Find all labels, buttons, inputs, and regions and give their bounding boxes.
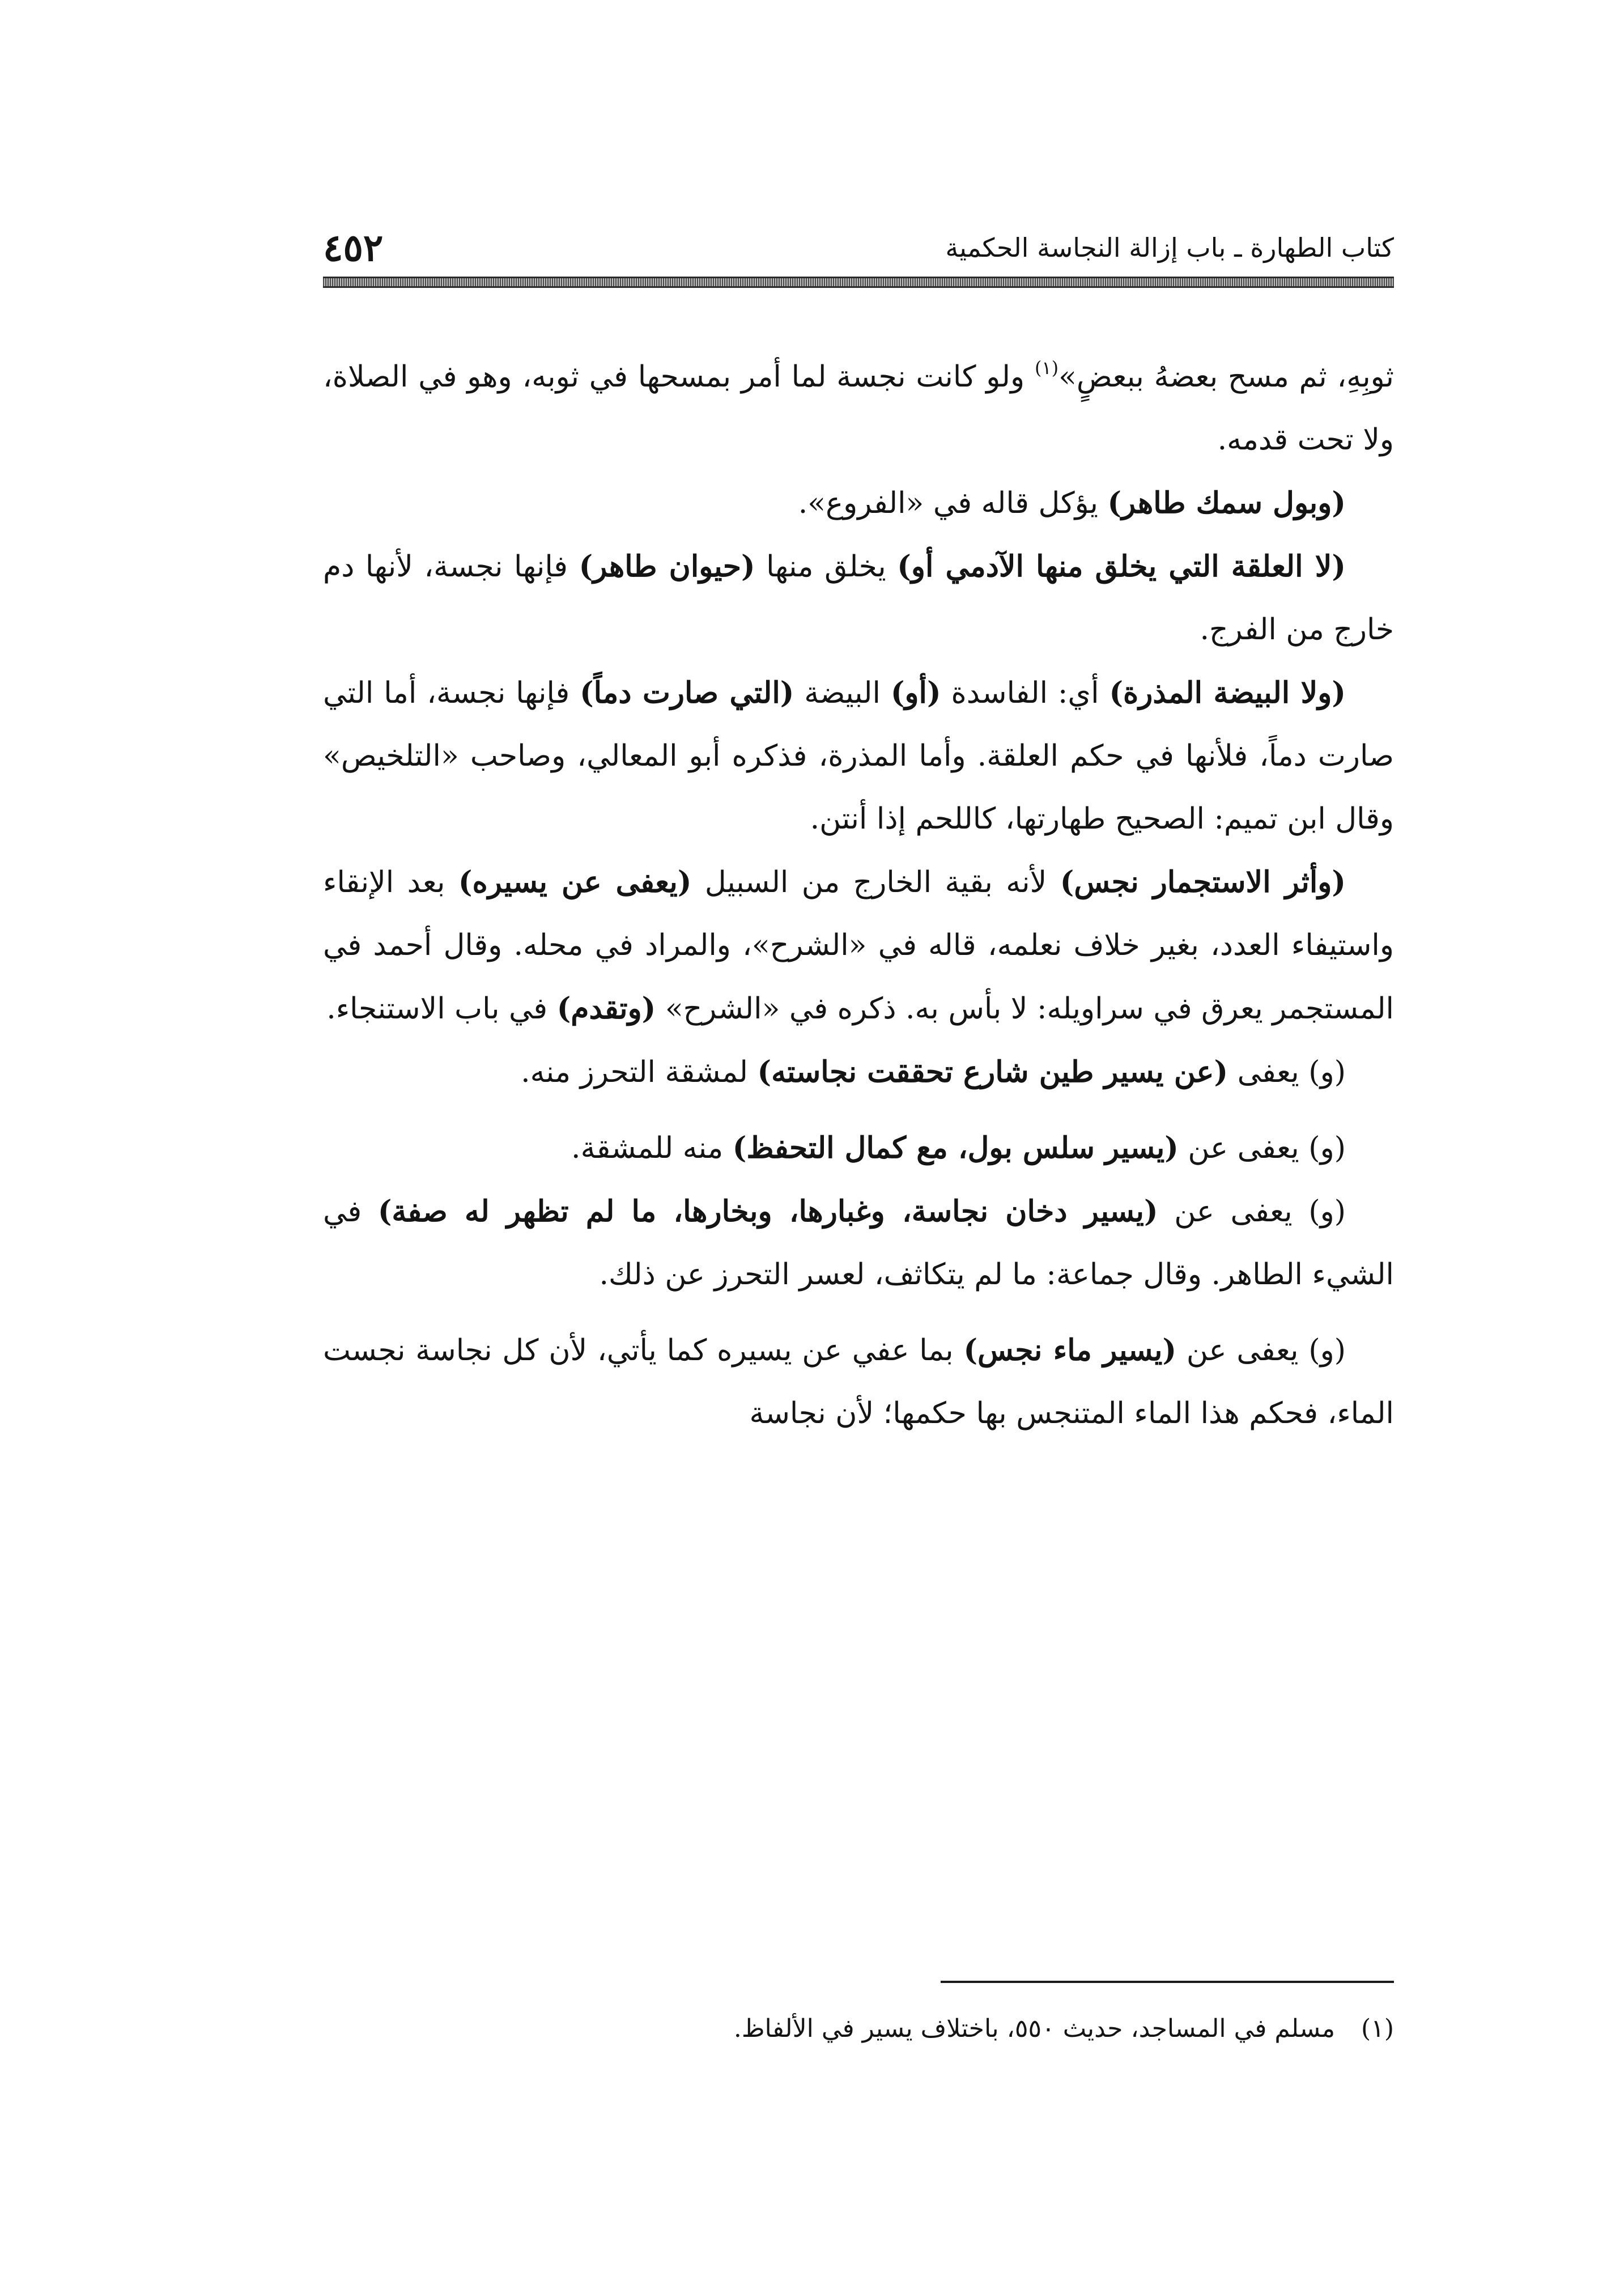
text-run: أي: الفاسدة bbox=[941, 676, 1109, 710]
running-title: كتاب الطهارة ـ باب إزالة النجاسة الحكمية bbox=[945, 232, 1394, 263]
footnote-text: مسلم في المساجد، حديث ٥٥٠، باختلاف يسير في الألفاظ. bbox=[733, 2014, 1336, 2043]
text-run: في الشيء الطاهر. وقال جماعة: ما لم يتكاثف، لعسر التحرز عن ذلك. bbox=[323, 1195, 1394, 1292]
paragraph-7 bbox=[323, 1116, 1394, 1180]
text-run: في باب الاستنجاء. bbox=[326, 992, 557, 1026]
body-text bbox=[323, 346, 1394, 1445]
text-run: ولو كانت نجسة لما أمر بمسحها في ثوبه، وهو في الصلاة، ولا تحت قدمه. bbox=[323, 360, 1394, 457]
text-run: (و) يعفى عن bbox=[1176, 1334, 1346, 1368]
paragraph-3 bbox=[323, 535, 1394, 661]
text-run: بعد الإنقاء واستيفاء العدد، بغير خلاف نعلمه، قاله في «الشرح»، والمراد في محله. وقال أحمد في المستجمر يعرق في سراويله: لا بأس به. ذكره في «الشرح» bbox=[323, 865, 1394, 1026]
paragraph-2 bbox=[323, 472, 1394, 535]
paragraph-5 bbox=[323, 851, 1394, 1041]
header-rule bbox=[323, 277, 1394, 288]
matn-phrase: (يسير سلس بول، مع كمال التحفظ) bbox=[732, 1131, 1179, 1165]
matn-phrase: (يسير دخان نجاسة، وغبارها، وبخارها، ما لم تظهر له صفة) bbox=[377, 1194, 1158, 1229]
page-number: ٤٥٢ bbox=[323, 226, 384, 270]
footnote-rule bbox=[941, 1981, 1394, 1983]
matn-phrase: (عن يسير طين شارع تحققت نجاسته) bbox=[757, 1055, 1228, 1089]
text-run: (و) يعفى عن bbox=[1158, 1195, 1346, 1229]
paragraph-8 bbox=[323, 1180, 1394, 1306]
matn-phrase: (التي صارت دماً) bbox=[580, 676, 794, 710]
footnote bbox=[323, 2009, 1394, 2049]
paragraph-1 bbox=[323, 346, 1394, 472]
text-run: لمشقة التحرز منه. bbox=[521, 1055, 758, 1089]
paragraph-6 bbox=[323, 1041, 1394, 1104]
matn-phrase: (يعفى عن يسيره) bbox=[458, 865, 692, 899]
matn-phrase: (حيوان طاهر) bbox=[579, 549, 755, 584]
text-run: يؤكل قاله في «الفروع». bbox=[798, 486, 1108, 520]
text-run: فإنها نجسة، لأنها دم خارج من الفرج. bbox=[323, 550, 1394, 647]
text-run: لأنه بقية الخارج من السبيل bbox=[691, 865, 1060, 899]
page-header bbox=[323, 224, 1394, 272]
text-run: منه للمشقة. bbox=[571, 1131, 733, 1165]
matn-phrase: (أو) bbox=[890, 676, 941, 710]
text-run: يخلق منها bbox=[755, 550, 898, 584]
text-run: (و) يعفى bbox=[1228, 1055, 1346, 1089]
matn-phrase: (ولا البيضة المذرة) bbox=[1109, 676, 1346, 710]
text-run: (و) يعفى عن bbox=[1178, 1131, 1346, 1165]
matn-phrase: (وأثر الاستجمار نجس) bbox=[1060, 865, 1346, 899]
text-run: بما عفي عن يسيره كما يأتي، لأن كل نجاسة نجست الماء، فحكم هذا الماء المتنجس بها حكمها؛ لأن نجاسة bbox=[323, 1334, 1394, 1430]
matn-phrase: (وبول سمك طاهر) bbox=[1107, 486, 1346, 520]
text-run: فإنها نجسة، أما التي صارت دماً، فلأنها في حكم العلقة. وأما المذرة، فذكره أبو المعالي، وصاحب «التلخيص» وقال ابن تميم: الصحيح طهارتها، كاللحم إذا أنتن. bbox=[323, 676, 1394, 836]
matn-phrase: (وتقدم) bbox=[556, 991, 656, 1026]
matn-phrase: (لا العلقة التي يخلق منها الآدمي أو) bbox=[897, 549, 1346, 584]
text-run: البيضة bbox=[794, 676, 891, 710]
paragraph-9 bbox=[323, 1319, 1394, 1445]
footnote-number: (١) bbox=[1361, 2014, 1394, 2043]
matn-phrase: (يسير ماء نجس) bbox=[963, 1333, 1177, 1368]
footnote-marker: (١) bbox=[1034, 357, 1059, 379]
paragraph-4 bbox=[323, 661, 1394, 851]
text-run: ثوبِهِ، ثم مسح بعضهُ ببعضٍ» bbox=[1058, 360, 1394, 394]
